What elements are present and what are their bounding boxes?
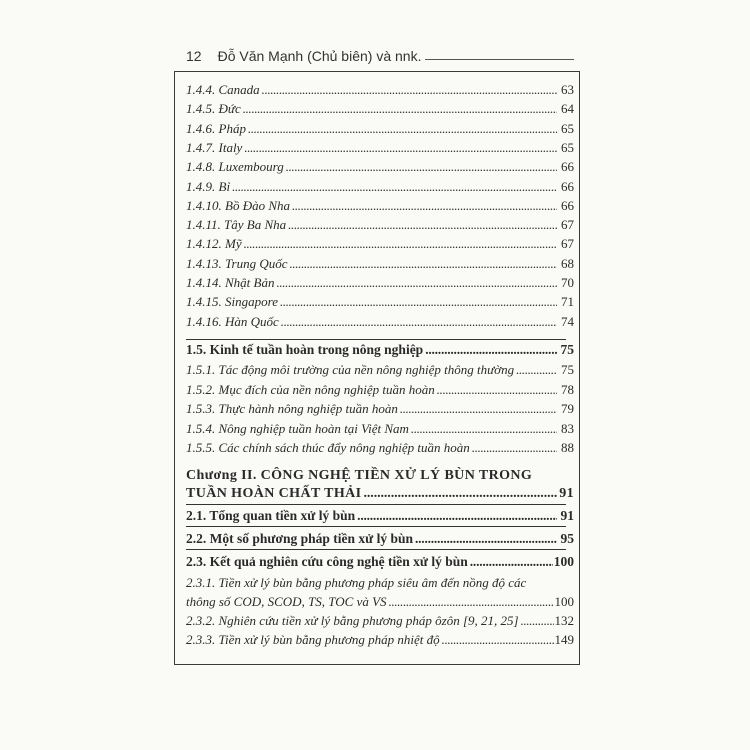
dot-leader [244, 140, 557, 153]
toc-section-label: 1.5. Kinh tế tuần hoàn trong nông nghiệp [186, 342, 424, 357]
toc-entry [186, 236, 574, 252]
dot-leader [276, 275, 557, 288]
toc-entry [186, 275, 574, 291]
chapter-title-line2 [186, 486, 574, 502]
toc-entry-label: 1.4.16. Hàn Quốc [186, 313, 279, 329]
toc-entry-page: 68 [561, 255, 574, 271]
toc-entry-page: 63 [561, 82, 574, 97]
dot-leader [280, 294, 557, 307]
toc-section-1-5 [186, 342, 574, 358]
toc-entry [186, 594, 574, 610]
dot-leader [232, 179, 557, 192]
dot-leader [411, 421, 557, 434]
toc-entry-page: 67 [561, 236, 574, 252]
toc-entry [186, 294, 574, 310]
dot-leader [437, 382, 557, 395]
dot-leader [472, 440, 557, 453]
dot-leader [521, 613, 554, 626]
toc-entry-label: 1.5.1. Tác động môi trường của nền nông nghiệp thông thường [186, 362, 515, 377]
toc-section-2-2 [186, 531, 574, 547]
toc-entry-label: 1.4.14. Nhật Bản [186, 275, 275, 290]
toc-entry [186, 613, 574, 629]
dot-leader [292, 198, 557, 211]
toc-entry-label: 1.4.5. Đức [186, 101, 241, 117]
toc-entry [186, 362, 574, 378]
dot-leader [262, 82, 557, 95]
toc-entry-page: 74 [561, 313, 574, 329]
toc-entry [186, 314, 574, 330]
dot-leader [425, 342, 557, 356]
dot-leader [286, 159, 557, 172]
toc-entry-page: 132 [554, 613, 574, 628]
toc-entry-label: 1.5.3. Thực hành nông nghiệp tuần hoàn [186, 401, 398, 416]
toc-entry-label: 2.3.2. Nghiên cứu tiền xử lý bằng phương pháp ôzôn [9, 21, 25] [186, 613, 519, 628]
toc-section-label: 2.1. Tổng quan tiền xử lý bùn [186, 508, 356, 523]
header-rule [425, 59, 574, 60]
toc-entry [186, 140, 574, 156]
toc-entry-page: 66 [561, 197, 574, 213]
running-title: Đỗ Văn Mạnh (Chủ biên) và nnk. [217, 48, 422, 64]
toc-entry-page: 75 [561, 362, 574, 377]
toc-entry-label: 1.4.11. Tây Ba Nha [186, 217, 287, 233]
chapter-title-label: TUẦN HOÀN CHẤT THẢI [186, 486, 362, 501]
dot-leader [244, 236, 557, 249]
toc-entry-label: 1.4.7. Italy [186, 139, 243, 155]
toc-entry-page: 66 [561, 159, 574, 175]
toc-entry [186, 82, 574, 98]
toc-entry-page: 70 [561, 275, 574, 290]
section-rule [186, 339, 566, 340]
toc-entry-label: 1.5.5. Các chính sách thúc đẩy nông nghiệp tuần hoàn [186, 440, 470, 455]
toc-entry-page: 65 [561, 139, 574, 155]
toc-entry [186, 179, 574, 195]
toc-entry [186, 632, 574, 648]
dot-leader [389, 594, 554, 607]
toc-entry [186, 159, 574, 175]
toc-entry-label: 1.4.10. Bồ Đào Nha [186, 197, 290, 213]
toc-entry-page: 100 [554, 594, 574, 609]
toc-entry-label: 1.4.12. Mỹ [186, 236, 242, 252]
toc-entry-label: 1.4.15. Singapore [186, 294, 278, 310]
dot-leader [364, 486, 558, 500]
dot-leader [415, 531, 557, 545]
toc-entry [186, 256, 574, 272]
chapter-page: 91 [559, 486, 574, 501]
toc-entry [186, 198, 574, 214]
toc-entry-page: 79 [561, 401, 574, 416]
toc-section-2-3 [186, 554, 574, 570]
toc-entry-page: 66 [561, 178, 574, 194]
section-rule [186, 504, 566, 505]
toc-entry-label: 1.4.6. Pháp [186, 120, 246, 136]
toc-entry-page: 67 [561, 217, 574, 233]
toc-entry-page: 78 [561, 381, 574, 397]
dot-leader [243, 101, 557, 114]
toc-entry [186, 382, 574, 398]
toc-entry-label: 1.4.8. Luxembourg [186, 159, 284, 175]
toc-entry-label: 1.4.9. Bỉ [186, 178, 231, 194]
dot-leader [400, 401, 557, 414]
toc-entry-page: 71 [561, 294, 574, 310]
dot-leader [288, 217, 557, 230]
toc-entry-page: 64 [561, 101, 574, 117]
toc-section-label: 2.3. Kết quả nghiên cứu công nghệ tiền xử lý bùn [186, 554, 468, 569]
dot-leader [357, 508, 557, 522]
dot-leader [470, 554, 553, 568]
toc-entry-label: 1.4.13. Trung Quốc [186, 255, 288, 271]
toc-section-page: 100 [553, 554, 574, 569]
dot-leader [281, 314, 557, 327]
toc-entry-label: 1.5.4. Nông nghiệp tuần hoàn tại Việt Nam [186, 420, 409, 436]
page-header [186, 40, 574, 64]
toc-entry [186, 217, 574, 233]
dot-leader [442, 632, 554, 645]
dot-leader [248, 121, 557, 134]
section-rule [186, 526, 566, 527]
page-number: 12 [186, 48, 202, 64]
dot-leader [516, 362, 557, 375]
toc-section-label: 2.2. Một số phương pháp tiền xử lý bùn [186, 531, 413, 546]
toc-entry-label: thông số COD, SCOD, TS, TOC và VS [186, 594, 387, 609]
toc-entry-2-3-1-line1: 2.3.1. Tiền xử lý bùn bằng phương pháp siêu âm đến nồng độ các [186, 575, 527, 590]
toc-entry-label: 1.5.2. Mục đích của nền nông nghiệp tuần hoàn [186, 381, 435, 397]
chapter-title-line1: Chương II. CÔNG NGHỆ TIỀN XỬ LÝ BÙN TRONG [186, 468, 533, 483]
toc-entry-label: 2.3.3. Tiền xử lý bùn bằng phương pháp nhiệt độ [186, 632, 440, 647]
toc-section-page: 91 [560, 508, 574, 523]
toc-section-page: 95 [560, 531, 574, 546]
toc-section-page: 75 [560, 342, 574, 357]
toc-entry-page: 149 [554, 632, 574, 647]
toc-entry-page: 65 [561, 120, 574, 136]
toc-entry [186, 401, 574, 417]
toc-entry [186, 440, 574, 456]
section-rule [186, 549, 566, 550]
toc-entry [186, 121, 574, 137]
toc-entry [186, 101, 574, 117]
toc-entry [186, 421, 574, 437]
toc-entry-page: 83 [561, 420, 574, 436]
toc-entry-label: 1.4.4. Canada [186, 82, 260, 97]
toc-section-2-1 [186, 508, 574, 524]
dot-leader [289, 256, 557, 269]
toc-entry-page: 88 [561, 440, 574, 455]
